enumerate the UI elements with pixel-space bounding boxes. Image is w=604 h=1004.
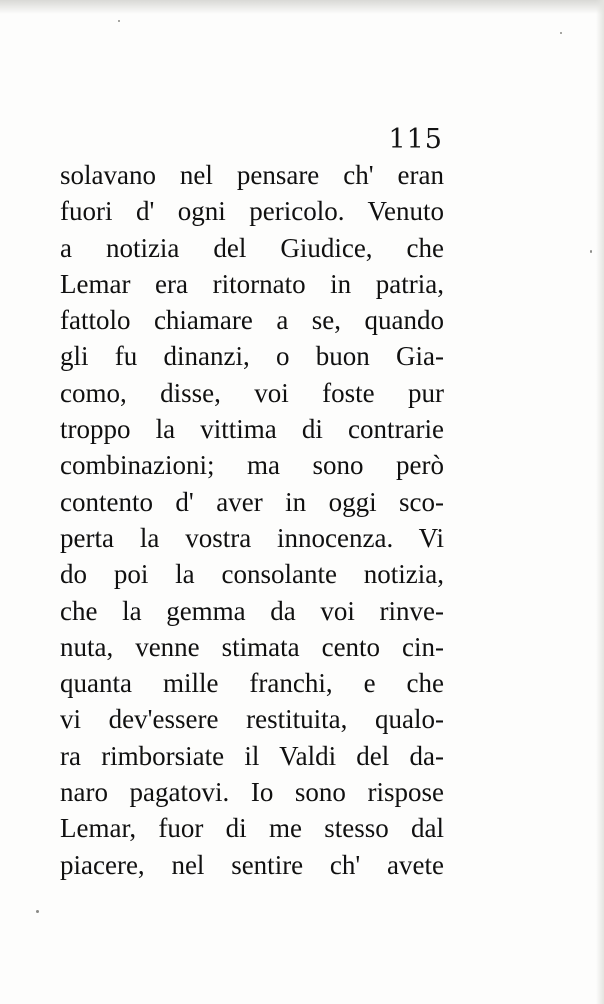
text-line: gli fu dinanzi, o buon Gia- — [60, 341, 444, 372]
text-line: vi dev'essere restituita, qualo- — [60, 704, 444, 735]
text-line: perta la vostra innocenza. Vi — [60, 522, 444, 553]
text-line: Lemar era ritornato in patria, — [60, 268, 444, 299]
text-line: fattolo chiamare a se, quando — [60, 305, 444, 336]
text-line: quanta mille franchi, e che — [60, 668, 444, 699]
text-line: naro pagatovi. Io sono rispose — [60, 777, 444, 808]
text-line: troppo la vittima di contrarie — [60, 414, 444, 445]
text-line: solavano nel pensare ch' eran — [60, 160, 444, 190]
body-text — [60, 157, 444, 883]
text-line: Lemar, fuor di me stesso dal — [60, 813, 444, 844]
text-line: contento d' aver in oggi sco- — [60, 486, 444, 517]
text-line: como, disse, voi foste pur — [60, 377, 444, 408]
text-line: che la gemma da voi rinve- — [60, 595, 444, 626]
text-line: ra rimborsiate il Valdi del da- — [60, 740, 444, 771]
text-line: piacere, nel sentire ch' avete — [60, 849, 444, 880]
page-top-shadow — [0, 0, 604, 14]
page-right-shadow — [596, 0, 604, 1004]
text-line: nuta, venne stimata cento cin- — [60, 631, 444, 662]
text-line: combinazioni; ma sono però — [60, 450, 444, 481]
page-number: 115 — [388, 124, 443, 155]
text-line: fuori d' ogni pericolo. Venuto — [60, 196, 444, 227]
text-line: a notizia del Giudice, che — [60, 232, 444, 263]
text-line: do poi la consolante notizia, — [60, 559, 444, 590]
